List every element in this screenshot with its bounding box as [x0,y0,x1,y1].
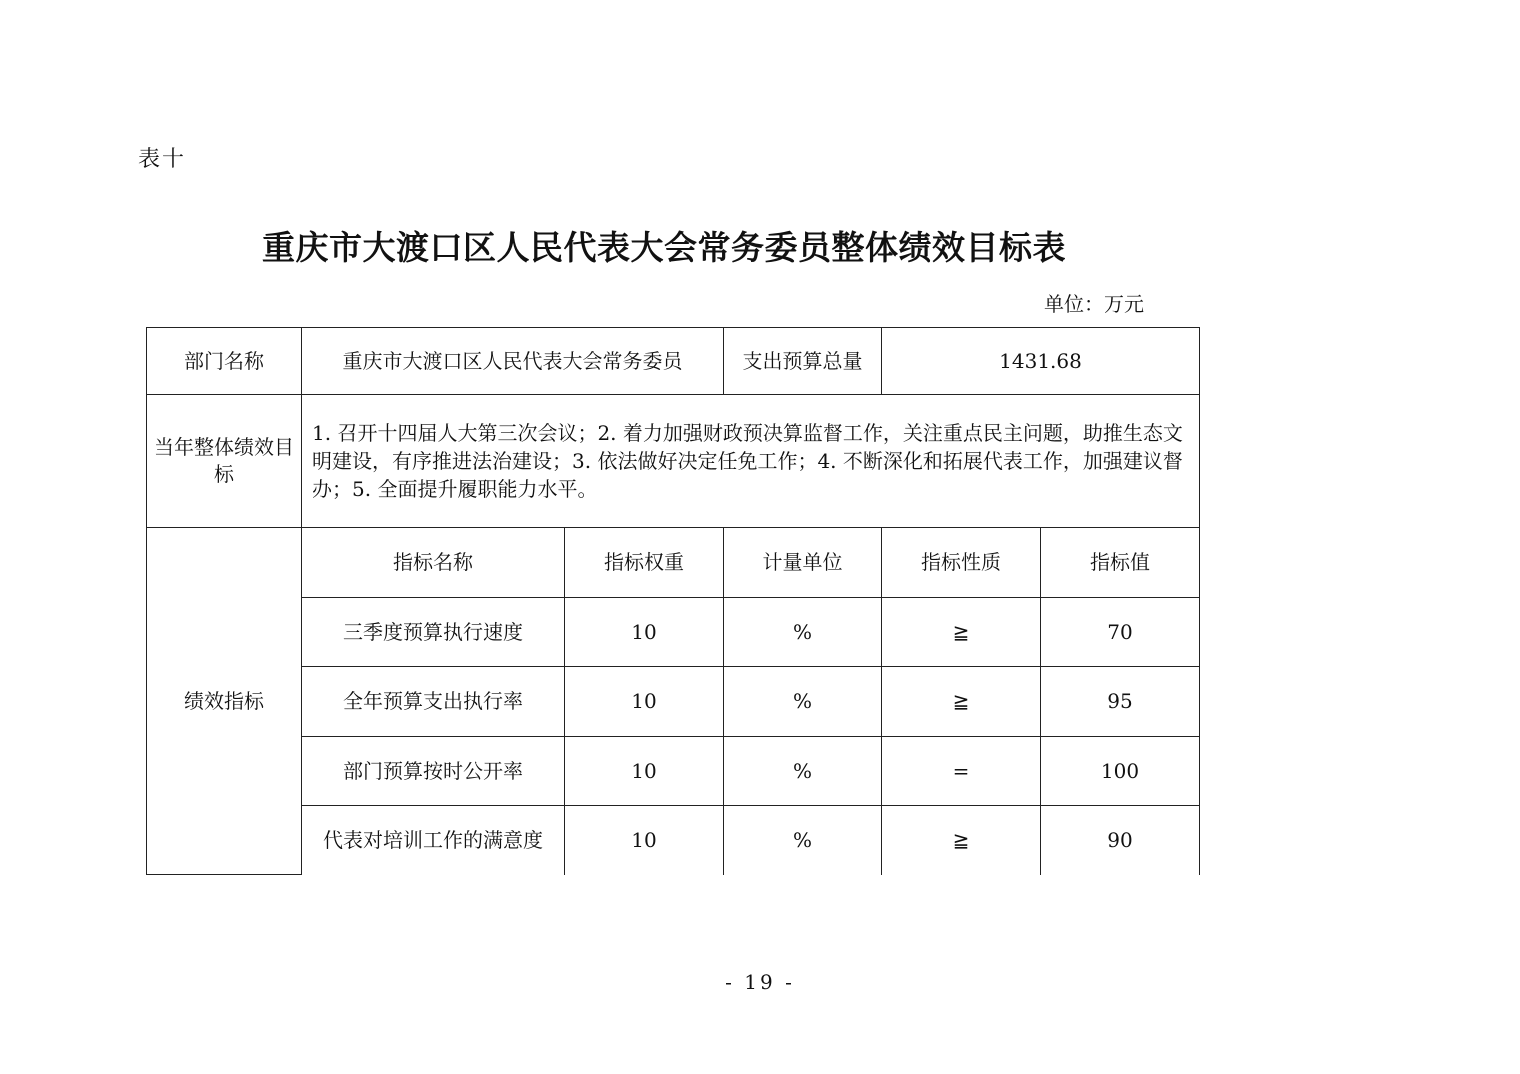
goal-text: 1. 召开十四届人大第三次会议；2. 着力加强财政预决算监督工作，关注重点民主问题，助推生态文明建设，有序推进法治建设；3. 依法做好决定任免工作；4. 不断深化和拓展代表工作，加强建议督办；5. 全面提升履职能力水平。 [302,395,1200,528]
indicator-name: 三季度预算执行速度 [302,598,565,667]
table-row [147,806,1200,875]
indicator-weight: 10 [565,667,724,737]
indicator-nature: ≧ [882,806,1041,875]
header-nature: 指标性质 [882,528,1041,598]
budget-label: 支出预算总量 [724,328,882,395]
performance-table [146,327,1200,875]
indicator-value: 100 [1041,737,1200,806]
budget-value: 1431.68 [882,328,1200,395]
performance-table-container [146,327,1199,875]
indicator-header-row [147,528,1200,598]
indicator-unit: % [724,737,882,806]
document-title: 重庆市大渡口区人民代表大会常务委员整体绩效目标表 [262,228,1066,267]
indicator-weight: 10 [565,598,724,667]
indicator-unit: % [724,667,882,737]
goal-row [147,395,1200,528]
indicator-section-label: 绩效指标 [147,528,302,875]
indicator-name: 部门预算按时公开率 [302,737,565,806]
indicator-unit: % [724,806,882,875]
indicator-nature: = [882,737,1041,806]
header-name: 指标名称 [302,528,565,598]
table-row [147,667,1200,737]
indicator-name: 代表对培训工作的满意度 [302,806,565,875]
indicator-name: 全年预算支出执行率 [302,667,565,737]
table-row [147,737,1200,806]
indicator-weight: 10 [565,806,724,875]
dept-row [147,328,1200,395]
table-row [147,598,1200,667]
indicator-value: 90 [1041,806,1200,875]
dept-value: 重庆市大渡口区人民代表大会常务委员 [302,328,724,395]
dept-label: 部门名称 [147,328,302,395]
indicator-nature: ≧ [882,667,1041,737]
indicator-nature: ≧ [882,598,1041,667]
page-number: - 19 - [725,970,795,994]
unit-label: 单位：万元 [1044,292,1144,316]
header-unit: 计量单位 [724,528,882,598]
page-label: 表十 [138,147,187,172]
indicator-value: 70 [1041,598,1200,667]
indicator-unit: % [724,598,882,667]
indicator-value: 95 [1041,667,1200,737]
goal-label: 当年整体绩效目标 [147,395,302,528]
indicator-weight: 10 [565,737,724,806]
header-value: 指标值 [1041,528,1200,598]
header-weight: 指标权重 [565,528,724,598]
